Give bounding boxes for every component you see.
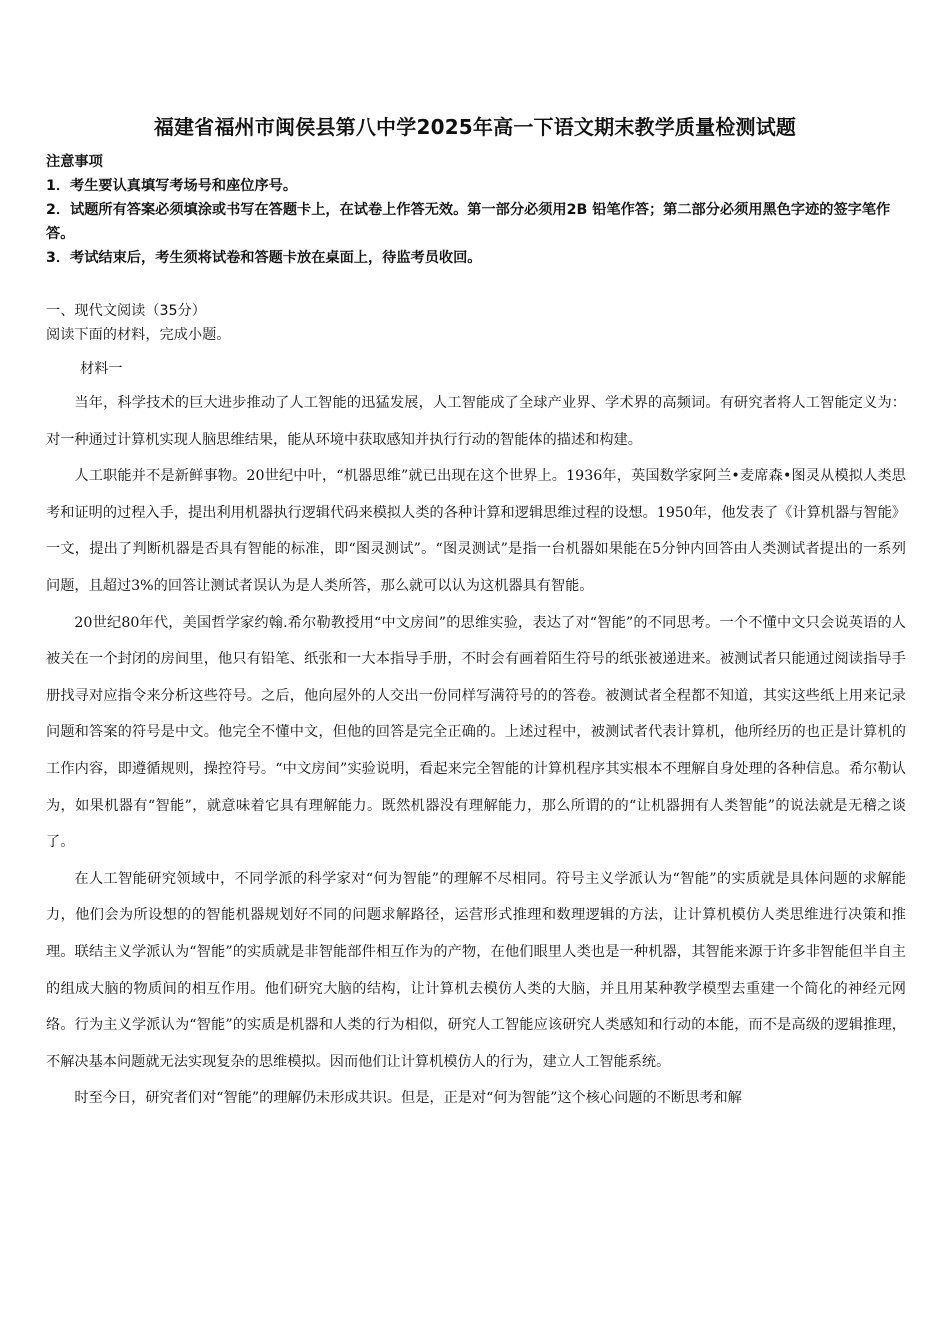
notice-item: 1．考生要认真填写考场号和座位序号。 <box>46 178 298 194</box>
passage-paragraph: 时至今日，研究者们对“智能”的理解仍未形成共识。但是，正是对“何为智能”这个核心问题的不断思考和解 <box>74 1090 742 1107</box>
reading-passage <box>46 385 906 1117</box>
passage-paragraph: 20世纪80年代，美国哲学家约翰.希尔勒教授用“中文房间”的思维实验，表达了对“智能”的不同思考。一个不懂中文只会说英语的人被关在一个封闭的房间里，他只有铅笔、纸张和一大本指导手册，不时会有画着陌生符号的纸张被递进来。被测试者只能通过阅读指导手册找寻对应指令来分析这些符号。之后，他向屋外的人交出一份同样写满符号的的答卷。被测试者全程都不知道，其实这些纸上用来记录问题和答案的符号是中文。他完全不懂中文，但他的回答是完全正确的。上述过程中，被测试者代表计算机，他所经历的也正是计算机的工作内容，即遵循规则，操控符号。“中文房间”实验说明，看起来完全智能的计算机程序其实根本不理解自身处理的各种信息。希尔勒认为，如果机器有“智能”，就意味着它具有理解能力。既然机器没有理解能力，那么所谓的的“让机器拥有人类智能”的说法就是无稽之谈了。 <box>46 614 906 851</box>
passage-paragraph: 在人工智能研究领域中，不同学派的科学家对“何为智能”的理解不尽相同。符号主义学派认为“智能”的实质就是具体问题的求解能力，他们会为所设想的的智能机器规划好不同的问题求解路径，运营形式推理和数理逻辑的方法，让计算机模仿人类思维进行决策和推理。联结主义学派认为“智能”的实质就是非智能部件相互作为的产物，在他们眼里人类也是一种机器，其智能来源于许多非智能但半自主的组成大脑的物质间的相互作用。他们研究大脑的结构，让计算机去模仿人类的大脑，并且用某种教学模型去重建一个简化的神经元网络。行为主义学派认为“智能”的实质是机器和人类的行为相似，研究人工智能应该研究人类感知和行动的本能，而不是高级的逻辑推理，不解决基本问题就无法实现复杂的思维模拟。因而他们让计算机模仿人的行为，建立人工智能系统。 <box>46 870 906 1070</box>
passage-paragraph: 当年，科学技术的巨大进步推动了人工智能的迅猛发展，人工智能成了全球产业界、学术界的高频词。有研究者将人工智能定义为：对一种通过计算机实现人脑思维结果，能从环境中获取感知并执行行动的智能体的描述和构建。 <box>46 395 906 448</box>
notice-item: 3．考试结束后，考生须将试卷和答题卡放在桌面上，待监考员收回。 <box>46 250 482 266</box>
passage-paragraph: 人工职能并不是新鲜事物。20世纪中叶，“机器思维”就已出现在这个世界上。1936年，英国数学家阿兰•麦席森•图灵从模拟人类思考和证明的过程入手，提出利用机器执行逻辑代码来模拟人类的各种计算和逻辑思维过程的设想。1950年，他发表了《计算机器与智能》一文，提出了判断机器是否具有智能的标准，即“图灵测试”。“图灵测试”是指一台机器如果能在5分钟内回答由人类测试者提出的一系列问题，且超过3%的回答让测试者误认为是人类所答，那么就可以认为这机器具有智能。 <box>46 468 906 594</box>
notice-item: 2．试题所有答案必须填涂或书写在答题卡上，在试卷上作答无效。第一部分必须用2B 铅笔作答；第二部分必须用黑色字迹的签字笔作答。 <box>46 202 891 242</box>
material-label: 材料一 <box>80 361 123 377</box>
notice-block <box>46 150 906 270</box>
notice-heading: 注意事项 <box>46 154 103 170</box>
section-heading: 一、现代文阅读（35分） <box>46 303 206 319</box>
document-title: 福建省福州市闽侯县第八中学2025年高一下语文期末教学质量检测试题 <box>153 115 797 139</box>
section-instruction: 阅读下面的材料，完成小题。 <box>46 327 231 343</box>
